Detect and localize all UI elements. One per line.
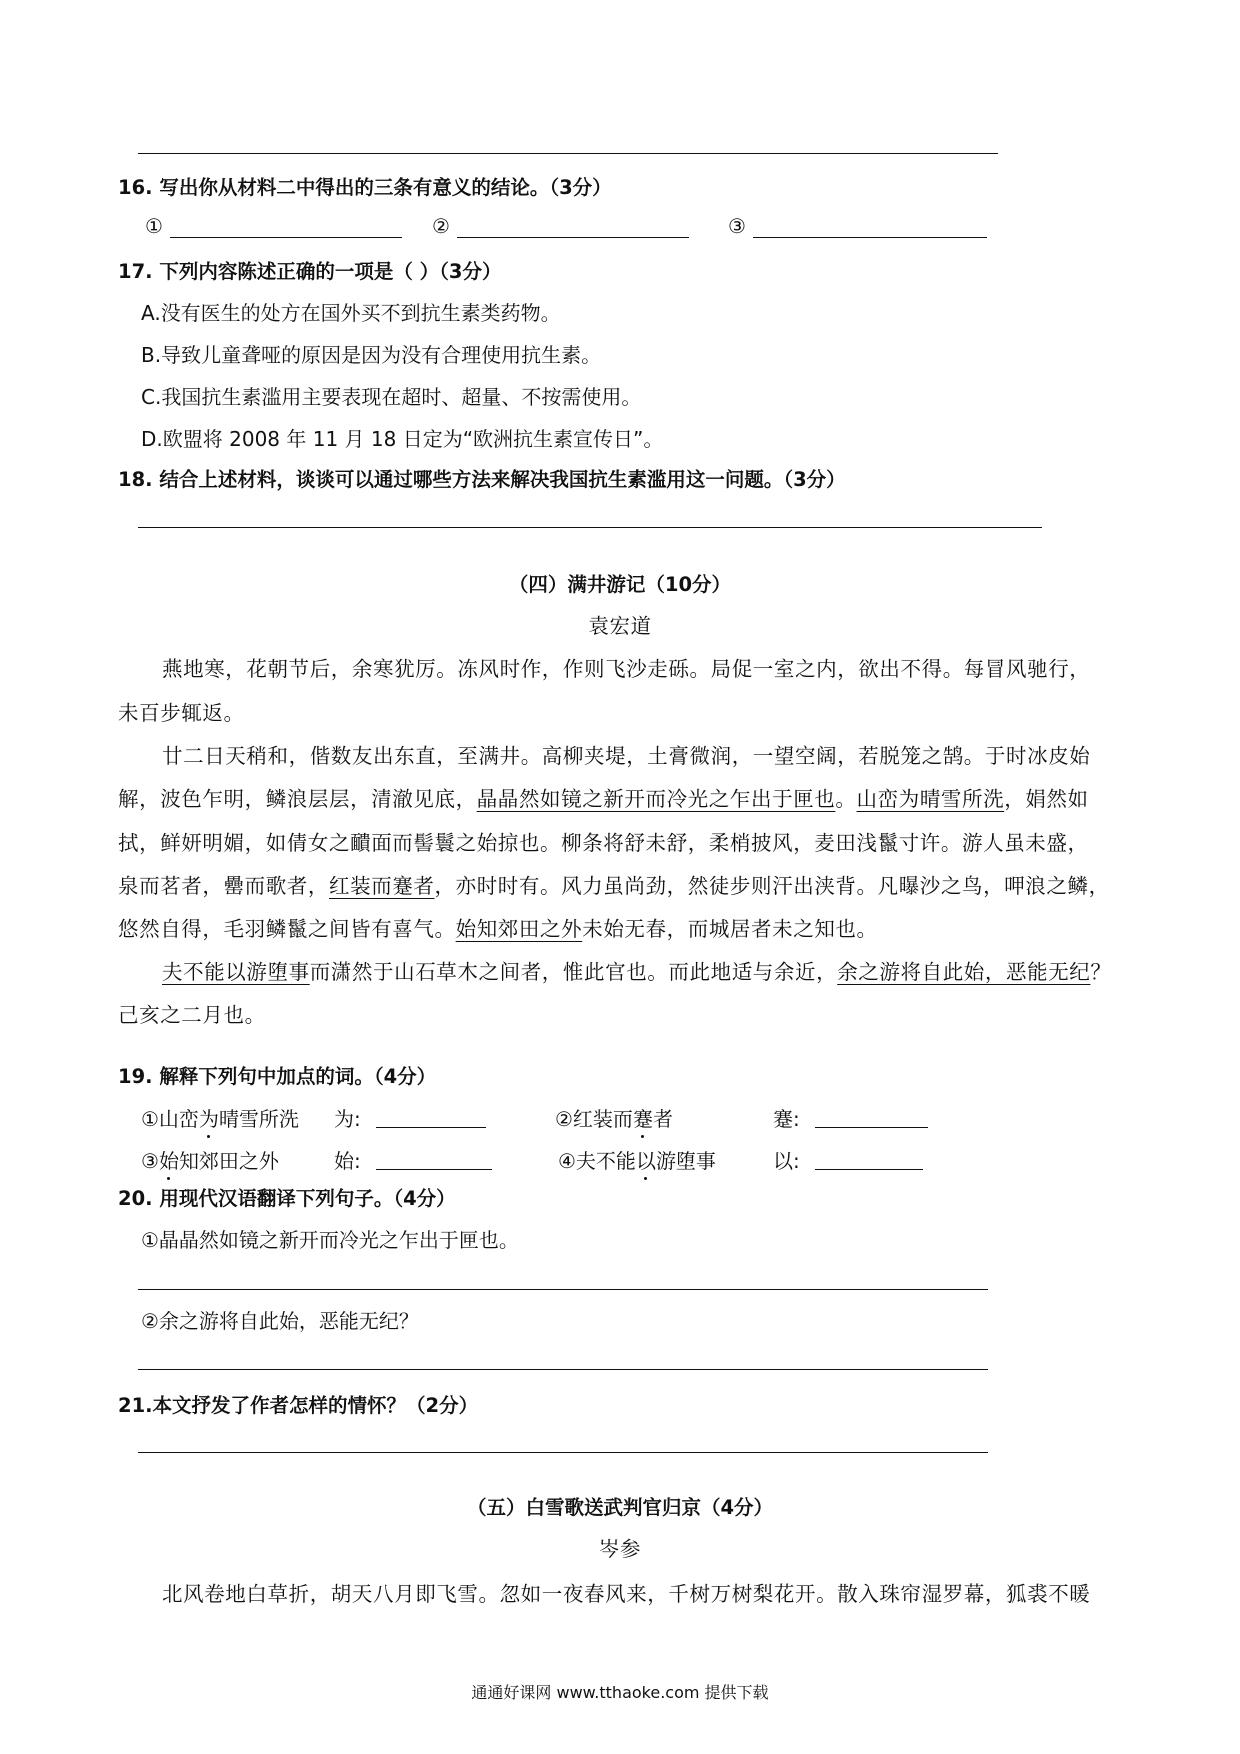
answer-blank[interactable] bbox=[376, 1127, 486, 1128]
item-text: 晴雪所洗 bbox=[218, 1107, 299, 1131]
option-c[interactable]: C.我国抗生素滥用主要表现在超时、超量、不按需使用。 bbox=[141, 385, 642, 409]
question-21: 21.本文抒发了作者怎样的情怀？（2分） bbox=[118, 1394, 479, 1417]
option-b[interactable]: B.导致儿童聋哑的原因是因为没有合理使用抗生素。 bbox=[141, 343, 602, 367]
underlined-sentence: 山峦为晴雪所洗 bbox=[856, 787, 1005, 811]
passage-line: 燕地寒，花朝节后，余寒犹厉。冻风时作，作则飞沙走砾。局促一室之内，欲出不得。每冒风驰行， bbox=[162, 657, 1091, 681]
item-3 bbox=[141, 1145, 279, 1174]
passage-line bbox=[162, 955, 1112, 985]
item-text: 游堕事 bbox=[655, 1149, 716, 1173]
underlined-sentence: 夫不能以游堕事 bbox=[162, 960, 310, 984]
answer-blank-3[interactable] bbox=[753, 237, 987, 238]
dotted-word: 蹇 bbox=[632, 1107, 653, 1131]
dotted-word: 以 bbox=[635, 1149, 656, 1173]
answer-line bbox=[138, 153, 998, 154]
item-text: 者 bbox=[652, 1107, 673, 1131]
item-4-label: 以: bbox=[773, 1149, 800, 1173]
passage-line bbox=[118, 869, 1110, 899]
author: 袁宏道 bbox=[588, 614, 652, 638]
answer-blank-2[interactable] bbox=[457, 237, 689, 238]
item-2-label: 蹇: bbox=[773, 1107, 800, 1131]
option-a[interactable]: A.没有医生的处方在国外买不到抗生素类药物。 bbox=[141, 301, 561, 325]
sentence-2: ②余之游将自此始，恶能无纪？ bbox=[141, 1309, 419, 1333]
passage-text: 解，波色乍明，鳞浪层层，清澈见底， bbox=[118, 787, 477, 811]
passage-line bbox=[118, 912, 878, 942]
answer-line[interactable] bbox=[138, 1452, 988, 1453]
passage-text: 悠然自得，毛羽鳞鬣之间皆有喜气。 bbox=[118, 917, 456, 941]
answer-line[interactable] bbox=[138, 1369, 988, 1370]
underlined-sentence: 红装而蹇者 bbox=[329, 874, 435, 898]
passage-text: 未始无春，而城居者未之知也。 bbox=[582, 917, 878, 941]
item-4 bbox=[558, 1145, 716, 1174]
passage-line: 拭，鲜妍明媚，如倩女之靧面而髻鬟之始掠也。柳条将舒未舒，柔梢披风，麦田浅鬣寸许。游人虽未盛， bbox=[118, 831, 1089, 855]
answer-blank-3-label: ③ bbox=[728, 214, 746, 238]
item-2 bbox=[555, 1103, 673, 1132]
section-title: （四）满井游记（10分） bbox=[508, 573, 732, 596]
author: 岑参 bbox=[598, 1537, 642, 1561]
answer-blank[interactable] bbox=[815, 1169, 923, 1170]
passage-text: 泉而茗者，罍而歌者， bbox=[118, 874, 329, 898]
answer-line[interactable] bbox=[138, 1289, 988, 1290]
answer-blank[interactable] bbox=[815, 1127, 928, 1128]
answer-blank-1-label: ① bbox=[145, 214, 163, 238]
item-text: ①山峦 bbox=[141, 1107, 199, 1131]
item-text: ③ bbox=[141, 1149, 159, 1173]
question-18: 18. 结合上述材料，谈谈可以通过哪些方法来解决我国抗生素滥用这一问题。（3分） bbox=[118, 468, 846, 491]
question-20: 20. 用现代汉语翻译下列句子。（4分） bbox=[118, 1187, 456, 1210]
item-text: 知郊田之外 bbox=[178, 1149, 279, 1173]
passage-line: 己亥之二月也。 bbox=[118, 1003, 266, 1027]
item-1-label: 为: bbox=[334, 1107, 361, 1131]
answer-blank[interactable] bbox=[376, 1169, 492, 1170]
section-title: （五）白雪歌送武判官归京（4分） bbox=[466, 1496, 774, 1519]
passage-text: 。 bbox=[835, 787, 857, 811]
passage-text: ？ bbox=[1090, 960, 1112, 984]
question-19: 19. 解释下列句中加点的词。（4分） bbox=[118, 1065, 437, 1088]
passage-text: ，娟然如 bbox=[1004, 787, 1089, 811]
sentence-1: ①晶晶然如镜之新开而冷光之乍出于匣也。 bbox=[141, 1228, 519, 1252]
underlined-sentence: 始知郊田之外 bbox=[455, 917, 583, 941]
passage-line: 未百步辄返。 bbox=[118, 701, 245, 725]
poem-line: 北风卷地白草折，胡天八月即飞雪。忽如一夜春风来，千树万树梨花开。散入珠帘湿罗幕，狐裘不暖 bbox=[162, 1582, 1091, 1606]
underlined-sentence: 晶晶然如镜之新开而冷光之乍出于匣也 bbox=[476, 787, 836, 811]
underlined-sentence: 余之游将自此始，恶能无纪 bbox=[837, 960, 1091, 984]
option-d[interactable]: D.欧盟将 2008 年 11 月 18 日定为“欧洲抗生素宣传日”。 bbox=[141, 427, 664, 451]
answer-blank-2-label: ② bbox=[432, 214, 450, 238]
dotted-word: 始 bbox=[158, 1149, 179, 1173]
answer-blank-1[interactable] bbox=[170, 237, 402, 238]
dotted-word: 为 bbox=[198, 1107, 219, 1131]
item-1 bbox=[141, 1103, 299, 1132]
question-16: 16. 写出你从材料二中得出的三条有意义的结论。（3分） bbox=[118, 176, 612, 199]
item-3-label: 始: bbox=[334, 1149, 361, 1173]
item-text: ④夫不能 bbox=[558, 1149, 636, 1173]
item-text: ②红装而 bbox=[555, 1107, 633, 1131]
passage-line bbox=[118, 782, 1089, 812]
answer-line[interactable] bbox=[138, 527, 1042, 528]
passage-text: 而潇然于山石草木之间者，惟此官也。而此地适与余近， bbox=[309, 960, 838, 984]
passage-text: ，亦时时有。风力虽尚劲，然徒步则汗出浃背。凡曝沙之鸟，呷浪之鳞， bbox=[434, 874, 1110, 898]
page-footer: 通通好课网 www.tthaoke.com 提供下载 bbox=[471, 1683, 769, 1702]
question-17: 17. 下列内容陈述正确的一项是（ ）（3分） bbox=[118, 260, 502, 283]
passage-line: 廿二日天稍和，偕数友出东直，至满井。高柳夹堤，土膏微润，一望空阔，若脱笼之鹄。于时冰皮始 bbox=[162, 744, 1091, 768]
